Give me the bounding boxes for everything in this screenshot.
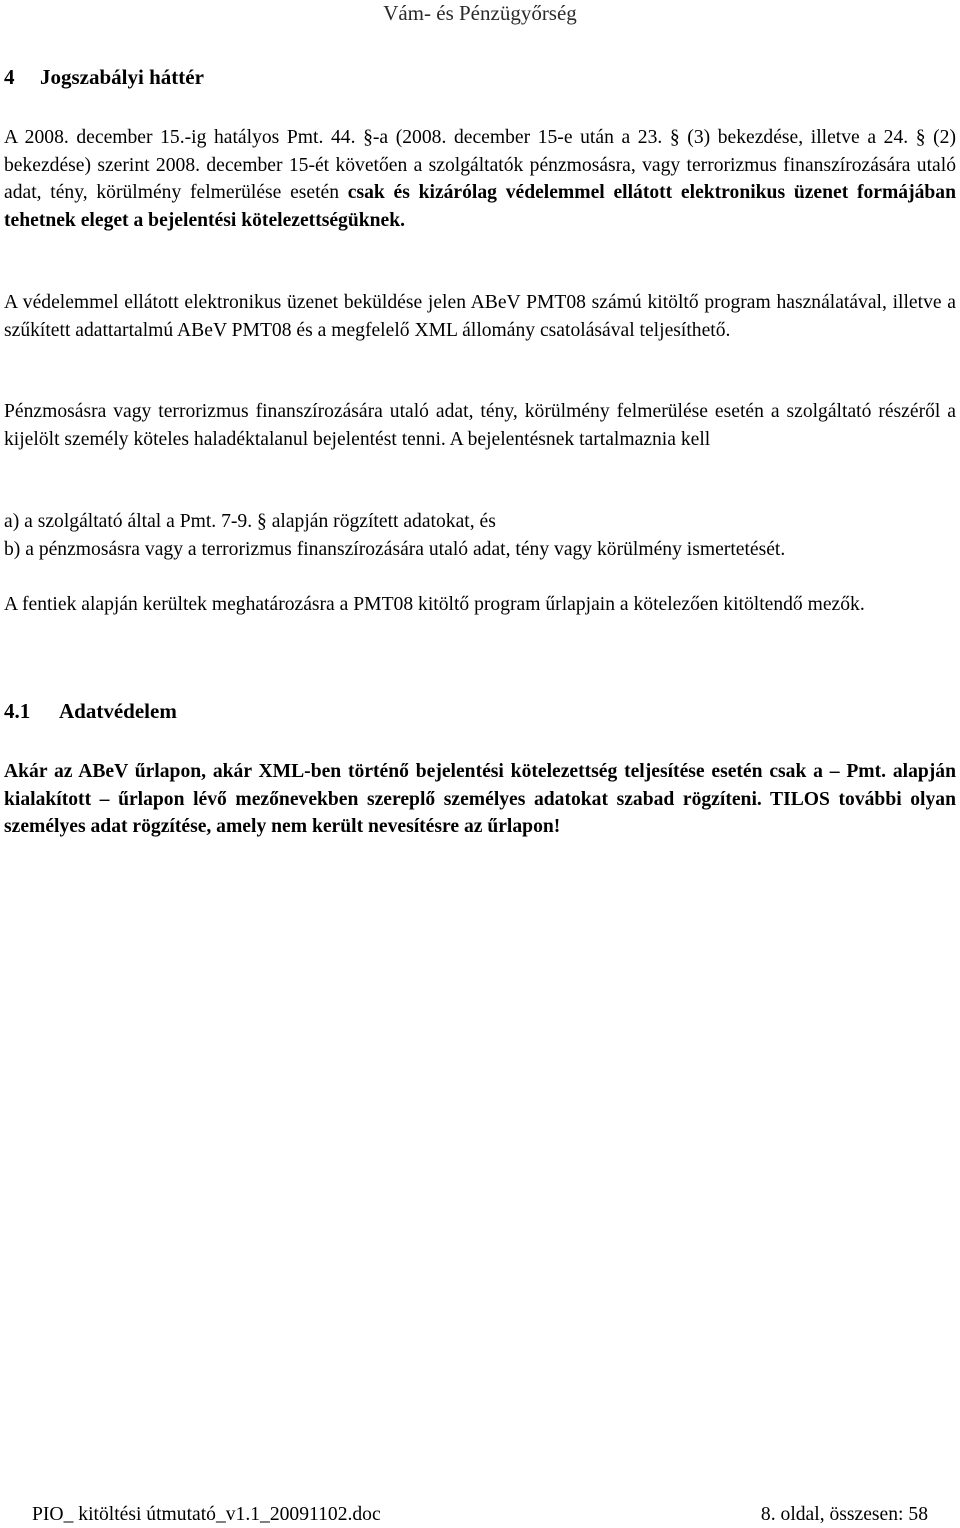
section-heading-4 (4, 64, 204, 90)
page-header: Vám- és Pénzügyőrség (383, 1, 577, 25)
mandatory-fields-paragraph: A fentiek alapján kerültek meghatározásra a PMT08 kitöltő program űrlapjain a kötelezően kitöltendő mezők. (4, 594, 865, 615)
footer-page-number: 8. oldal, összesen: 58 (760, 1504, 928, 1525)
list-item-b: b) a pénzmosásra vagy a terrorizmus finanszírozására utaló adat, tény vagy körülmény ismertetését. (4, 539, 786, 560)
list-item-a: a) a szolgáltató által a Pmt. 7-9. § alapján rögzített adatokat, és (4, 511, 496, 532)
section-title: Jogszabályi háttér (40, 65, 204, 89)
section-heading-4-1 (4, 698, 177, 724)
legal-background-paragraph (4, 124, 956, 235)
footer-filename: PIO_ kitöltési útmutató_v1.1_20091102.doc (32, 1504, 381, 1525)
submission-paragraph: A védelemmel ellátott elektronikus üzenet beküldése jelen ABeV PMT08 számú kitöltő program használatával, illetve a szűkített adattartalmú ABeV PMT08 és a megfelelő XML állomány csatolásával teljesíthető. (4, 292, 956, 341)
section-number: 4 (4, 65, 15, 89)
data-protection-paragraph: Akár az ABeV űrlapon, akár XML-ben történő bejelentési kötelezettség teljesítése esetén csak a – Pmt. alapján kialakított – űrlapon lévő mezőnevekben szereplő személyes adatokat szabad rögzíteni. TILOS további olyan személyes adat rögzítése, amely nem került nevesítésre az űrlapon! (4, 761, 956, 838)
paragraph-emphasis: csak és kizárólag védelemmel ellátott elektronikus üzenet formájában tehetnek eleget a bejelentési kötelezettségüknek. (4, 182, 957, 232)
reporting-paragraph: Pénzmosásra vagy terrorizmus finanszírozására utaló adat, tény, körülmény felmerülése esetén a szolgáltató részéről a kijelölt személy köteles haladéktalanul bejelentést tenni. A bejelentésnek tartalmaznia kell (4, 401, 956, 450)
section-title: Adatvédelem (59, 699, 177, 723)
section-number: 4.1 (4, 699, 31, 723)
paragraph-text: A 2008. december 15.-ig hatályos Pmt. 44. §-a (2008. december 15-e után a 23. § (3) bekezdése, illetve a 24. § (2) bekezdése) szerint 2008. december 15-ét követően a szolgáltatók pénzmosásra, vagy terrorizmus finanszírozására utaló adat, tény, körülmény felmerülése esetén (4, 127, 956, 204)
